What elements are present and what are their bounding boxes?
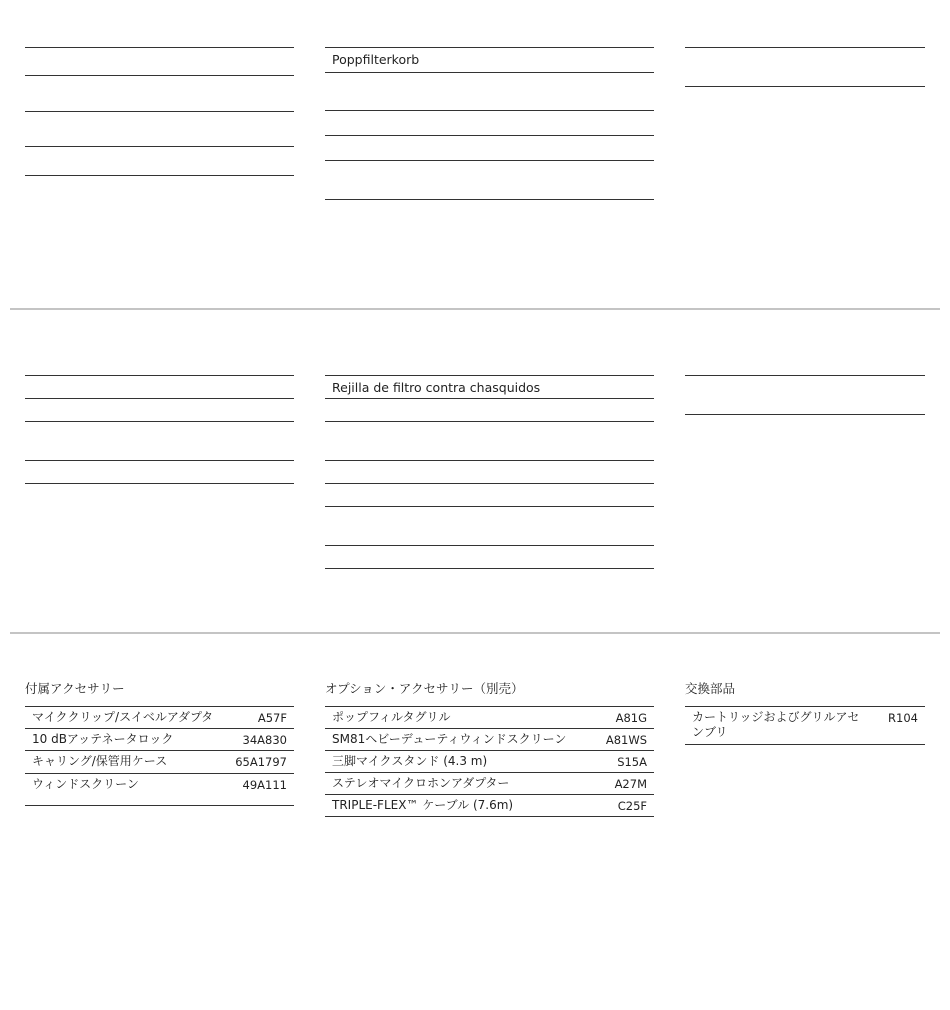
table-rule — [685, 375, 925, 376]
table-rule — [25, 47, 294, 48]
part-code: A81G — [615, 711, 647, 725]
table-rule — [25, 111, 294, 112]
table-rule — [325, 545, 654, 546]
table-rule — [325, 199, 654, 200]
table-rule — [25, 75, 294, 76]
table-rule — [25, 421, 294, 422]
included-accessories-table — [25, 706, 294, 807]
table-row — [25, 774, 294, 806]
part-name: SM81ヘビーデューティウィンドスクリーン — [332, 732, 567, 746]
table-rule — [325, 110, 654, 111]
table-rule — [25, 175, 294, 176]
table-row — [685, 707, 925, 745]
table-rule — [325, 398, 654, 399]
optional-accessories-table — [325, 706, 654, 819]
table-rule — [325, 47, 654, 48]
table-row — [325, 773, 654, 795]
part-name: ステレオマイクロホンアダプター — [332, 776, 510, 790]
table-rule — [325, 460, 654, 461]
optional-accessories-heading: オプション・アクセサリー（別売） — [325, 681, 524, 696]
table-rule — [325, 483, 654, 484]
part-code: A81WS — [605, 733, 647, 747]
table-rule — [325, 421, 654, 422]
table-rule — [325, 72, 654, 73]
table-row — [25, 707, 294, 729]
section-separator — [10, 632, 940, 634]
part-name: TRIPLE-FLEX™ ケーブル (7.6m) — [332, 798, 514, 812]
table-row — [25, 729, 294, 751]
table-rule — [325, 568, 654, 569]
replacement-parts-table — [685, 706, 925, 747]
table-rule — [25, 146, 294, 147]
table-rule — [25, 483, 294, 484]
table-rule — [325, 135, 654, 136]
table-row — [25, 751, 294, 774]
table-row — [325, 729, 654, 751]
part-code: 34A830 — [242, 733, 287, 747]
section-2-middle-item: Rejilla de filtro contra chasquidos — [332, 380, 541, 395]
part-code: A27M — [614, 777, 647, 791]
section-1-middle-item: Poppfilterkorb — [332, 52, 420, 67]
table-rule — [25, 460, 294, 461]
replacement-parts-heading: 交換部品 — [685, 681, 736, 696]
part-code: S15A — [617, 755, 647, 769]
table-row — [325, 751, 654, 773]
part-code: A57F — [257, 711, 287, 725]
part-code: R104 — [888, 711, 918, 725]
part-name: 三脚マイクスタンド (4.3 m) — [332, 754, 488, 768]
table-rule — [25, 375, 294, 376]
table-row — [325, 707, 654, 729]
part-name: カートリッジおよびグリルアセンブリ — [692, 710, 860, 739]
part-code: 65A1797 — [235, 755, 287, 769]
table-rule — [325, 160, 654, 161]
table-rule — [685, 414, 925, 415]
table-rule — [325, 375, 654, 376]
section-separator — [10, 308, 940, 310]
table-row — [325, 795, 654, 817]
part-name: ポップフィルタグリル — [332, 710, 451, 724]
part-name: 10 dBアッテネータロック — [32, 732, 174, 746]
part-name: マイククリップ/スイベルアダプタ — [32, 710, 214, 724]
part-name: ウィンドスクリーン — [32, 777, 139, 791]
part-code: C25F — [617, 799, 647, 813]
table-rule — [685, 86, 925, 87]
table-rule — [25, 398, 294, 399]
part-name: キャリング/保管用ケース — [32, 754, 168, 768]
table-rule — [685, 47, 925, 48]
included-accessories-heading: 付属アクセサリー — [25, 681, 125, 696]
table-rule — [325, 506, 654, 507]
part-code: 49A111 — [242, 778, 287, 792]
